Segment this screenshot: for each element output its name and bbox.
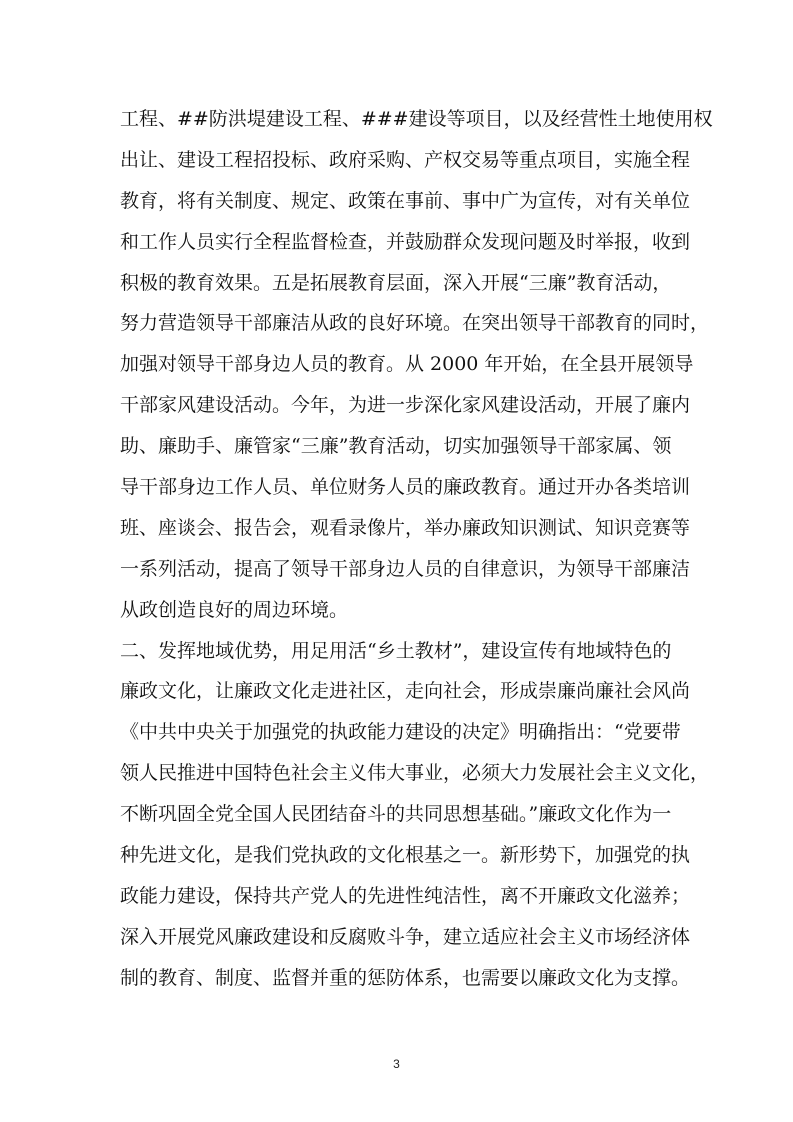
text-line: 和工作人员实行全程监督检查，并鼓励群众发现问题及时举报，收到 [120,230,691,253]
body-text [120,99,713,999]
text-line: 教育，将有关制度、规定、政策在事前、事中广为宣传，对有关单位 [120,189,691,212]
section-heading-line: 二、发挥地域优势，用足用活“乡土教材”，建设宣传有地域特色的 [120,639,672,662]
text-line: 助、廉助手、廉管家“三廉”教育活动，切实加强领导干部家属、领 [120,435,672,458]
text-line: 《中共中央关于加强党的执政能力建设的决定》明确指出：“党要带 [120,721,681,744]
text-line: 积极的教育效果。五是拓展教育层面，深入开展“三廉”教育活动， [120,271,672,294]
text-line: 努力营造领导干部廉洁从政的良好环境。在突出领导干部教育的同时， [120,312,710,335]
section-heading-line: 廉政文化，让廉政文化走进社区，走向社会，形成崇廉尚廉社会风尚 [120,680,691,703]
text-line: 政能力建设，保持共产党人的先进性纯洁性，离不开廉政文化滋养； [120,884,691,907]
text-line: 领人民推进中国特色社会主义伟大事业，必须大力发展社会主义文化， [120,762,710,785]
text-line: 不断巩固全党全国人民团结奋斗的共同思想基础。”廉政文化作为一 [120,803,672,826]
text-line: 班、座谈会、报告会，观看录像片，举办廉政知识测试、知识竞赛等 [120,516,691,539]
text-line: 种先进文化，是我们党执政的文化根基之一。新形势下，加强党的执 [120,844,691,867]
text-line: 工程、##防洪堤建设工程、###建设等项目，以及经营性土地使用权 [120,108,713,130]
text-line: 从政创造良好的周边环境。 [120,598,349,621]
page-number: 3 [393,1057,400,1071]
text-line: 深入开展党风廉政建设和反腐败斗争，建立适应社会主义市场经济体 [120,925,691,948]
text-line: 加强对领导干部身边人员的教育。从 2000 年开始，在全县开展领导 [120,353,694,376]
text-line: 出让、建设工程招投标、政府采购、产权交易等重点项目，实施全程 [120,148,691,171]
text-line: 导干部身边工作人员、单位财务人员的廉政教育。通过开办各类培训 [120,476,691,499]
text-line: 制的教育、制度、监督并重的惩防体系，也需要以廉政文化为支撑。 [120,966,691,989]
text-line: 一系列活动，提高了领导干部身边人员的自律意识，为领导干部廉洁 [120,557,691,580]
text-line: 干部家风建设活动。今年，为进一步深化家风建设活动，开展了廉内 [120,394,691,417]
